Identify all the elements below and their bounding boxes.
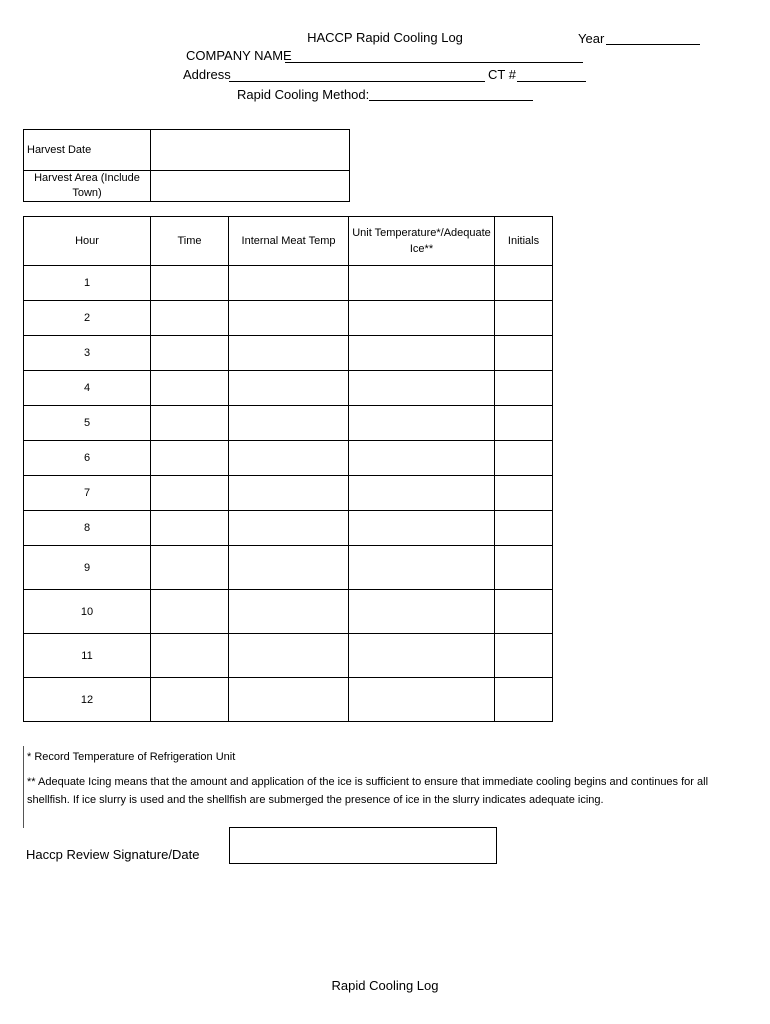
initials-cell[interactable]	[495, 406, 553, 441]
unit-temp-cell[interactable]	[349, 301, 495, 336]
hour-cell: 5	[24, 406, 151, 441]
table-row	[24, 266, 553, 301]
table-row	[24, 511, 553, 546]
hour-cell: 4	[24, 371, 151, 406]
ct-number-field-line[interactable]	[517, 81, 586, 82]
time-cell[interactable]	[151, 590, 229, 634]
table-row	[24, 546, 553, 590]
harvest-date-label: Harvest Date	[27, 144, 92, 156]
meat-temp-cell[interactable]	[229, 546, 349, 590]
unit-temp-cell[interactable]	[349, 266, 495, 301]
column-header-meat-temp: Internal Meat Temp	[229, 217, 349, 266]
time-cell[interactable]	[151, 678, 229, 722]
harvest-area-row	[24, 171, 350, 202]
meat-temp-cell[interactable]	[229, 301, 349, 336]
column-header-initials: Initials	[495, 217, 553, 266]
time-cell[interactable]	[151, 406, 229, 441]
log-header-row	[24, 217, 553, 266]
meat-temp-cell[interactable]	[229, 511, 349, 546]
hour-cell: 6	[24, 441, 151, 476]
unit-temp-cell[interactable]	[349, 511, 495, 546]
initials-cell[interactable]	[495, 678, 553, 722]
meat-temp-cell[interactable]	[229, 678, 349, 722]
notes-divider	[23, 746, 24, 828]
unit-temp-cell[interactable]	[349, 634, 495, 678]
hour-cell: 9	[24, 546, 151, 590]
hour-cell: 1	[24, 266, 151, 301]
initials-cell[interactable]	[495, 301, 553, 336]
unit-temp-cell[interactable]	[349, 441, 495, 476]
year-field-line[interactable]	[606, 44, 700, 45]
initials-cell[interactable]	[495, 441, 553, 476]
column-header-hour: Hour	[24, 217, 151, 266]
time-cell[interactable]	[151, 511, 229, 546]
initials-cell[interactable]	[495, 336, 553, 371]
hour-cell: 11	[24, 634, 151, 678]
company-name-label: COMPANY NAME	[186, 48, 292, 63]
unit-temp-cell[interactable]	[349, 476, 495, 511]
hour-cell: 10	[24, 590, 151, 634]
hour-cell: 7	[24, 476, 151, 511]
signature-label: Haccp Review Signature/Date	[26, 847, 200, 862]
table-row	[24, 406, 553, 441]
time-cell[interactable]	[151, 371, 229, 406]
year-label: Year	[578, 31, 605, 46]
table-row	[24, 590, 553, 634]
table-row	[24, 476, 553, 511]
hour-cell: 8	[24, 511, 151, 546]
initials-cell[interactable]	[495, 511, 553, 546]
time-cell[interactable]	[151, 441, 229, 476]
column-header-time: Time	[151, 217, 229, 266]
footnote-adequate-icing: ** Adequate Icing means that the amount and application of the ice is sufficient to ensure that immediate cooling begins and continues for all shellfish. If ice slurry is used and the shellfish are submerged the presence of ice in the slurry indicates adequate icing.	[27, 776, 709, 806]
initials-cell[interactable]	[495, 371, 553, 406]
table-row	[24, 301, 553, 336]
harvest-date-field[interactable]	[151, 130, 350, 171]
harvest-area-label: Harvest Area (Include Town)	[34, 172, 140, 199]
cooling-method-field-line[interactable]	[369, 100, 533, 101]
unit-temp-cell[interactable]	[349, 590, 495, 634]
signature-date-field[interactable]	[229, 827, 497, 864]
unit-temp-cell[interactable]	[349, 336, 495, 371]
meat-temp-cell[interactable]	[229, 476, 349, 511]
unit-temp-cell[interactable]	[349, 371, 495, 406]
page-footer: Rapid Cooling Log	[331, 978, 439, 993]
table-row	[24, 634, 553, 678]
hour-cell: 3	[24, 336, 151, 371]
hour-cell: 2	[24, 301, 151, 336]
harvest-date-row	[24, 130, 350, 171]
unit-temp-cell[interactable]	[349, 406, 495, 441]
meat-temp-cell[interactable]	[229, 634, 349, 678]
table-row	[24, 441, 553, 476]
time-cell[interactable]	[151, 266, 229, 301]
time-cell[interactable]	[151, 336, 229, 371]
harvest-info-table	[23, 129, 350, 202]
initials-cell[interactable]	[495, 634, 553, 678]
initials-cell[interactable]	[495, 546, 553, 590]
harvest-date-label-cell	[24, 130, 151, 171]
cooling-log-table	[23, 216, 553, 722]
meat-temp-cell[interactable]	[229, 336, 349, 371]
initials-cell[interactable]	[495, 266, 553, 301]
company-name-field-line[interactable]	[285, 62, 583, 63]
time-cell[interactable]	[151, 476, 229, 511]
address-label: Address	[183, 67, 231, 82]
table-row	[24, 371, 553, 406]
hour-cell: 12	[24, 678, 151, 722]
unit-temp-cell[interactable]	[349, 678, 495, 722]
form-title: HACCP Rapid Cooling Log	[307, 30, 463, 45]
ct-number-label: CT #	[488, 67, 516, 82]
harvest-area-field[interactable]	[151, 171, 350, 202]
meat-temp-cell[interactable]	[229, 266, 349, 301]
cooling-method-label: Rapid Cooling Method:	[237, 87, 370, 102]
initials-cell[interactable]	[495, 476, 553, 511]
column-header-unit-temp: Unit Temperature*/Adequate Ice**	[349, 217, 495, 266]
time-cell[interactable]	[151, 301, 229, 336]
meat-temp-cell[interactable]	[229, 441, 349, 476]
table-row	[24, 678, 553, 722]
time-cell[interactable]	[151, 546, 229, 590]
table-row	[24, 336, 553, 371]
address-field-line[interactable]	[229, 81, 485, 82]
meat-temp-cell[interactable]	[229, 406, 349, 441]
meat-temp-cell[interactable]	[229, 590, 349, 634]
initials-cell[interactable]	[495, 590, 553, 634]
harvest-area-label-cell	[24, 171, 151, 202]
unit-temp-cell[interactable]	[349, 546, 495, 590]
time-cell[interactable]	[151, 634, 229, 678]
meat-temp-cell[interactable]	[229, 371, 349, 406]
footnote-unit-temperature: * Record Temperature of Refrigeration Unit	[27, 751, 236, 763]
